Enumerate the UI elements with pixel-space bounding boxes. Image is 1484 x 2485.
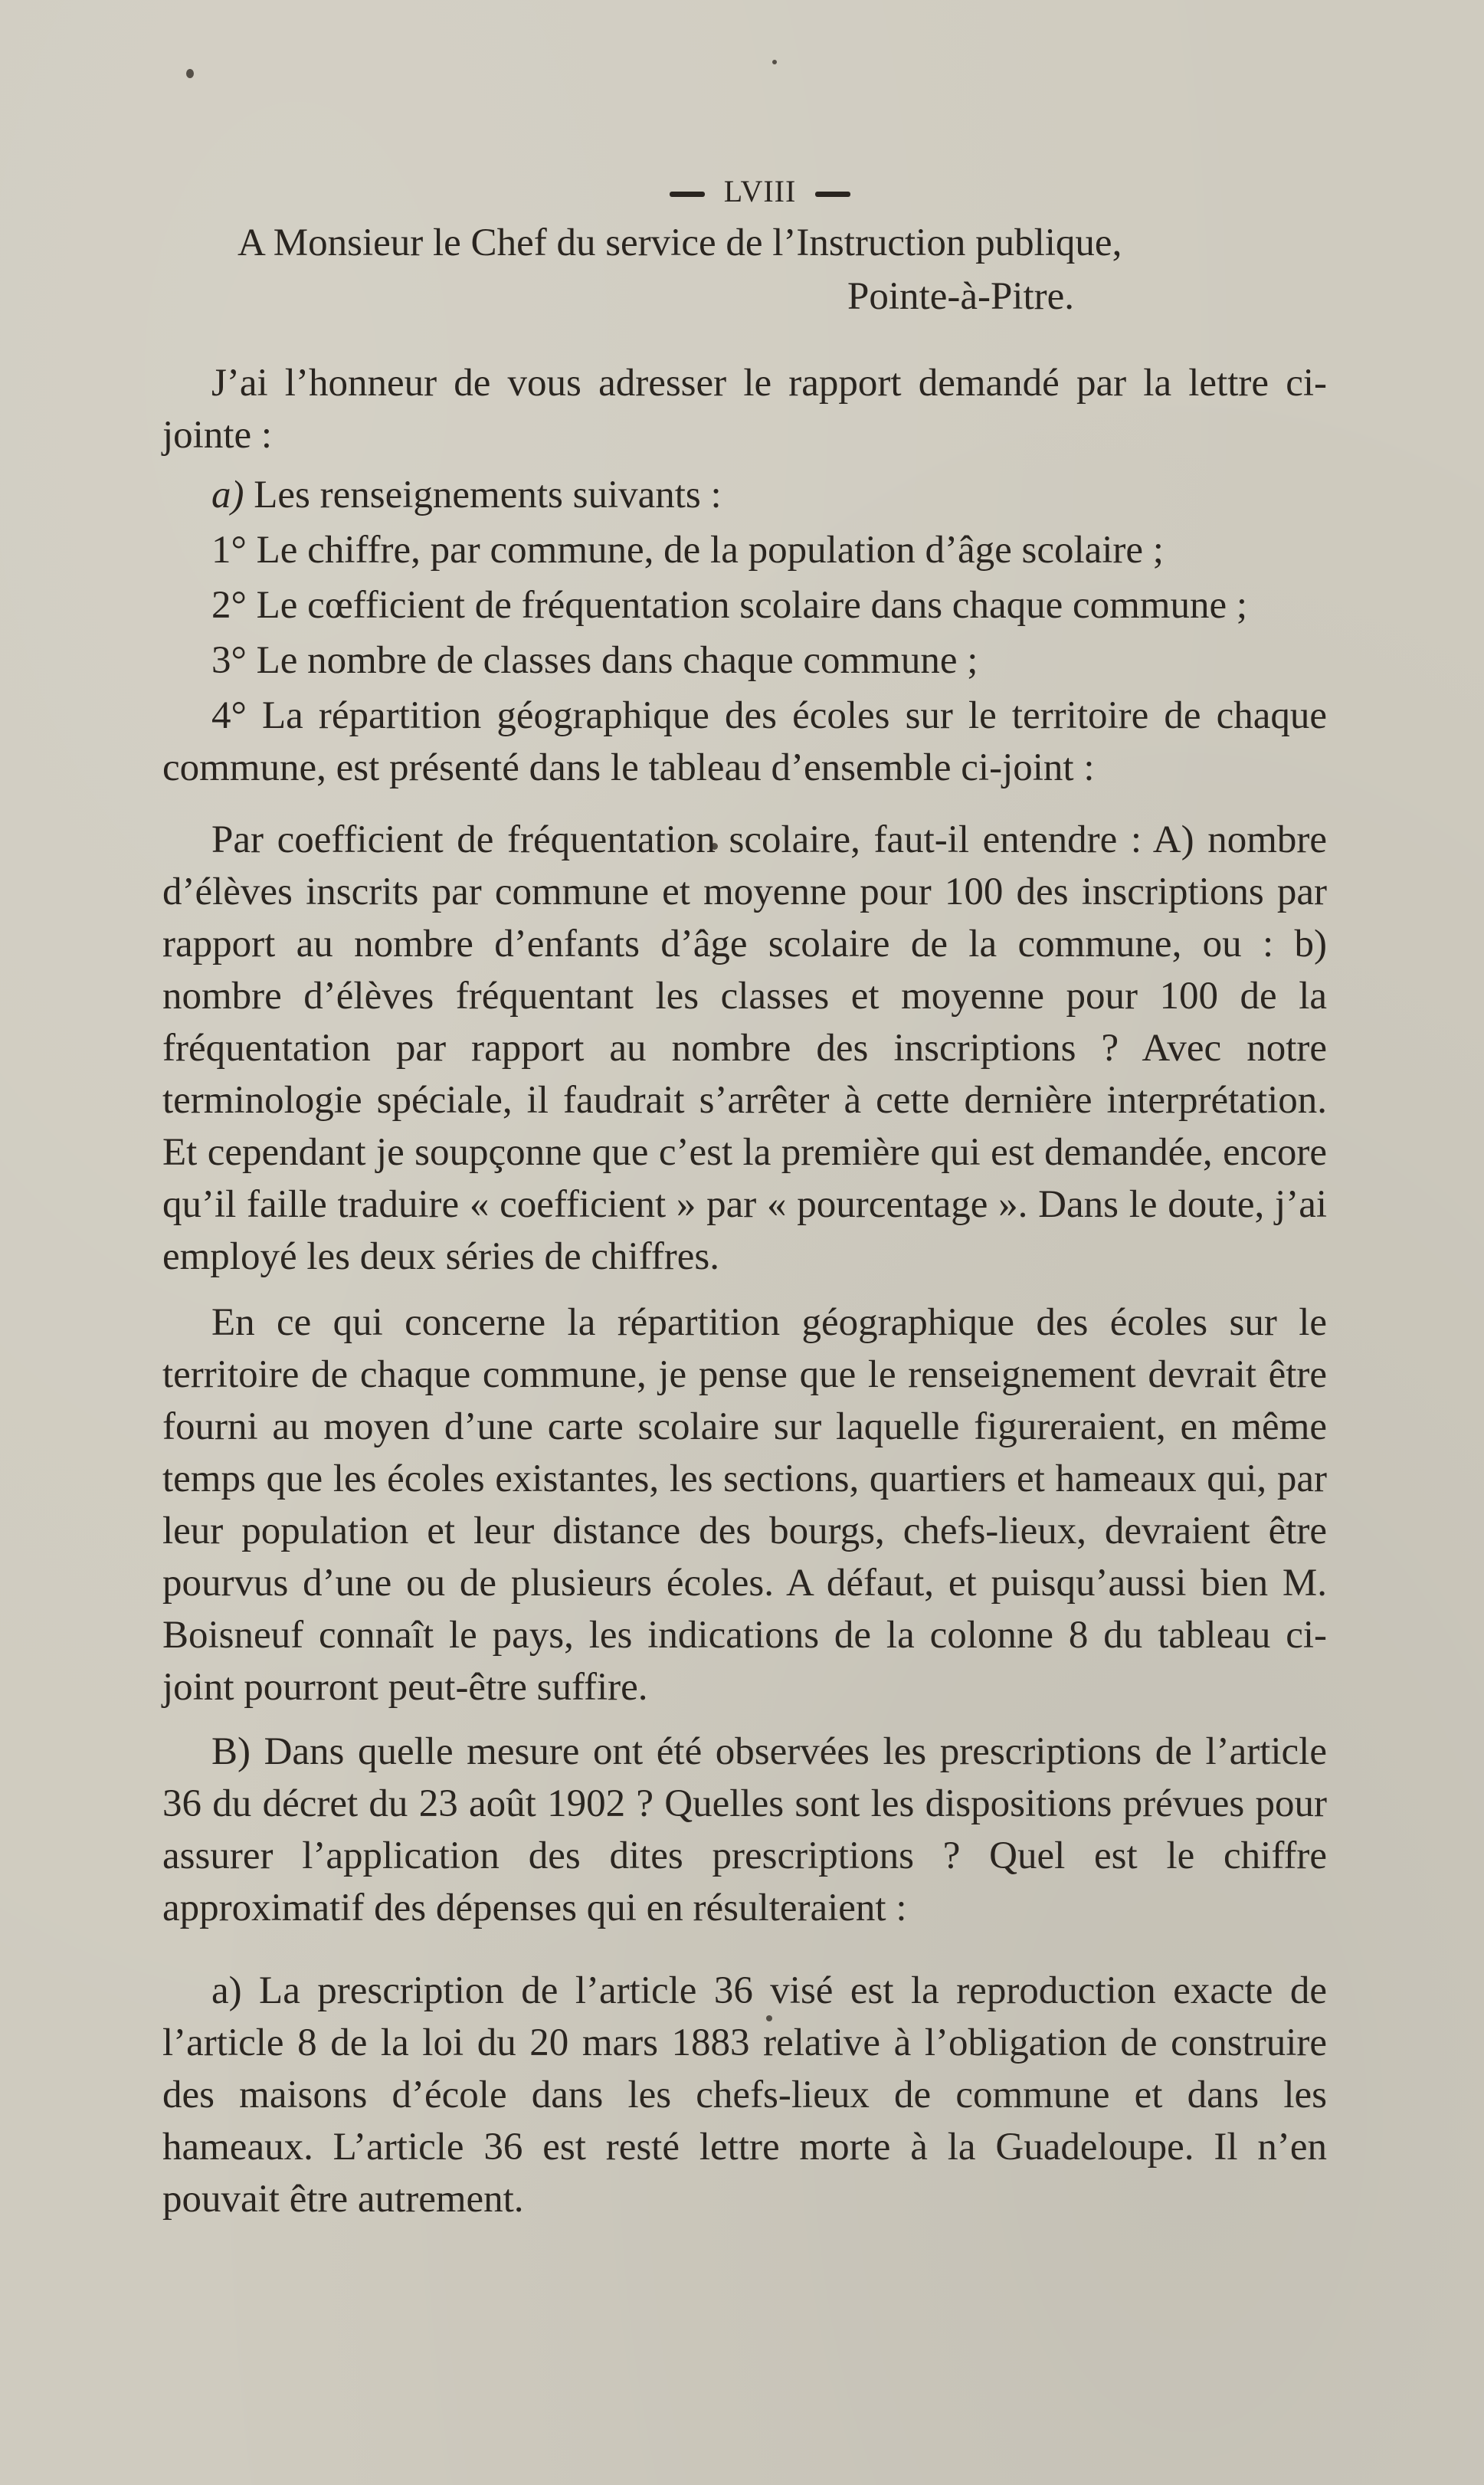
dash-ornament (670, 192, 705, 197)
page-number (193, 170, 1327, 213)
paper-speck (772, 60, 777, 64)
letter-address (162, 216, 1327, 323)
list-item: 4° La répartition géographique des écoles sur le territoire de chaque commune, est présenté dans le tableau d’ensemble ci-joint : (162, 694, 1327, 789)
section-a-text: Les renseignements suivants : (254, 474, 722, 516)
section-a-marker: a) (211, 474, 244, 516)
list-item: 3° Le nombre de classes dans chaque commune ; (211, 639, 978, 682)
paper-speck (186, 69, 194, 78)
address-line-1: A Monsieur le Chef du service de l’Instruction publique, (238, 221, 1122, 264)
section-a-heading (162, 469, 1327, 521)
list-item: 1° Le chiffre, par commune, de la population d’âge scolaire ; (211, 529, 1164, 572)
geographic-paragraph: En ce qui concerne la répartition géographique des écoles sur le territoire de chaque commune, je pense que le renseignement devrait être fourni au moyen d’une carte scolaire sur laquelle figureraient, en même temps que les écoles existantes, les sections, quartiers et hameaux qui, par leur population et leur distance des bourgs, chefs-lieux, devraient être pourvus d’une ou de plusieurs écoles. A défaut, et puisqu’aussi bien M. Boisneuf connaît le pays, les indications de la colonne 8 du tableau ci-joint pourront peut-être suffire. (162, 1301, 1327, 1709)
dash-ornament (815, 192, 850, 197)
document-page (162, 170, 1327, 2225)
page-number-text: LVIII (723, 174, 797, 208)
list-item: 2° Le cœfficient de fréquentation scolaire dans chaque commune ; (211, 584, 1247, 627)
address-line-2: Pointe-à-Pitre. (847, 275, 1075, 318)
intro-paragraph: J’ai l’honneur de vous adresser le rapport demandé par la lettre ci-jointe : (162, 362, 1327, 457)
section-b-paragraph: B) Dans quelle mesure ont été observées les prescriptions de l’article 36 du décret du 23 août 1902 ? Quelles sont les dispositions prévues pour assurer l’application des dites prescriptions ? Quel est le chiffre approximatif des dépenses qui en résulteraient : (162, 1730, 1327, 1929)
coefficient-paragraph: Par coefficient de fréquentation scolaire, faut-il entendre : A) nombre d’élèves inscrits par commune et moyenne pour 100 des inscriptions par rapport au nombre d’enfants d’âge scolaire de la commune, ou : b) nombre d’élèves fréquentant les classes et moyenne pour 100 de la fréquentation par rapport au nombre des inscriptions ? Avec notre terminologie spéciale, il faudrait s’arrêter à cette dernière interprétation. Et cependant je soupçonne que c’est la première qui est demandée, encore qu’il faille traduire « coefficient » par « pourcentage ». Dans le doute, j’ai employé les deux séries de chiffres. (162, 818, 1327, 1278)
article-paragraph: a) La prescription de l’article 36 visé est la reproduction exacte de l’article 8 de la loi du 20 mars 1883 relative à l’obligation de construire des maisons d’école dans les chefs-lieux de commune et dans les hameaux. L’article 36 est resté lettre morte à la Guadeloupe. Il n’en pouvait être autrement. (162, 1969, 1327, 2221)
